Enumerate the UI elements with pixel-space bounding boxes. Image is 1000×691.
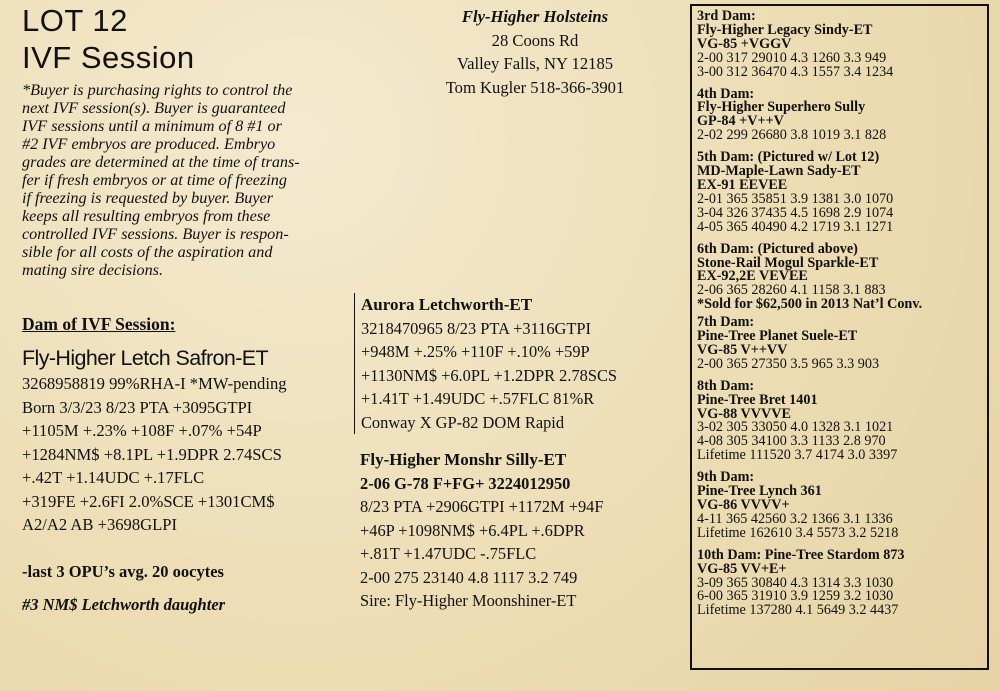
pedigree-sale-note: *Sold for $62,500 in 2013 Nat’l Conv. [697,296,923,313]
pedigree-heading: 10th Dam: Pine-Tree Stardom 873 [697,546,905,563]
pedigree-heading: 5th Dam: (Pictured w/ Lot 12) [697,149,880,166]
pedigree-heading: 7th Dam: [697,314,755,331]
pedigree-record: 2-06 365 28260 4.1 1158 3.1 883 [697,282,886,299]
terms-line: mating sire decisions. [22,261,164,279]
terms-line: grades are determined at the time of trans- [22,153,300,171]
pedigree-classification: VG-88 VVVVE [697,405,791,422]
farm-name: Fly-Higher Holsteins [461,7,609,26]
second-dam-line: +.81T +1.47UDC -.75FLC [360,544,537,563]
pedigree-6th-dam [697,240,981,313]
sire-block [354,293,679,434]
dam-line: +319FE +2.6FI 2.0%SCE +1301CM$ [22,491,275,511]
pedigree-cow-name: Pine-Tree Bret 1401 [697,391,818,408]
purchase-terms [22,81,357,279]
pedigree-cow-name: Stone-Rail Mogul Sparkle-ET [697,254,879,271]
pedigree-record: 3-02 305 33050 4.0 1328 3.1 1021 [697,419,894,436]
pedigree-classification: EX-92,2E VEVEE [697,268,808,285]
terms-line: if freezing is requested by buyer. Buyer [22,189,273,207]
second-dam-class: 2-06 G-78 F+FG+ 3224012950 [360,473,571,493]
pedigree-classification: EX-91 EEVEE [697,176,788,193]
second-dam-line: Sire: Fly-Higher Moonshiner-ET [360,591,577,610]
terms-line: IVF sessions until a minimum of 8 #1 or [22,117,282,135]
second-dam-line: 8/23 PTA +2906GTPI +1172M +94F [360,497,604,516]
pedigree-classification: VG-85 VV+E+ [697,560,787,577]
pedigree-cow-name: Fly-Higher Legacy Sindy-ET [697,21,873,38]
pedigree-record: 3-09 365 30840 4.3 1314 3.3 1030 [697,574,894,591]
pedigree-cow-name: Fly-Higher Superhero Sully [697,99,866,116]
pedigree-classification: VG-85 +VGGV [697,35,792,52]
terms-line: #2 IVF embryos are produced. Embryo [22,135,276,153]
pedigree-cow-name: Pine-Tree Lynch 361 [697,483,822,500]
pedigree-record: 2-00 365 27350 3.5 965 3.3 903 [697,355,880,372]
dam-line: +.42T +1.14UDC +.17FLC [22,468,205,487]
lot-number: LOT 12 [22,3,128,38]
pedigree-record: 2-00 317 29010 4.3 1260 3.3 949 [697,49,887,66]
pedigree-record: Lifetime 111520 3.7 4174 3.0 3397 [697,447,898,464]
pedigree-8th-dam [697,377,981,464]
pedigree-heading: 3rd Dam: [697,8,756,24]
pedigree-heading: 9th Dam: [697,469,755,486]
opu-note: -last 3 OPU’s avg. 20 oocytes [22,562,224,581]
pedigree-7th-dam [697,316,981,372]
pedigree-3rd-dam [697,10,981,80]
pedigree-4th-dam [697,85,981,144]
sire-line: Conway X GP-82 DOM Rapid [361,412,565,432]
pedigree-9th-dam [697,471,981,541]
sire-line: 3218470965 8/23 PTA +3116GTPI [361,318,591,338]
second-dam-line: +46P +1098NM$ +6.4PL +.6DPR [360,520,585,540]
farm-address-city: Valley Falls, NY 12185 [456,54,614,73]
lot-subtitle: IVF Session [22,40,195,75]
pedigree-record: 6-00 365 31910 3.9 1259 3.2 1030 [697,588,894,605]
dam-line: +1105M +.23% +108F +.07% +54P [22,421,262,440]
dam-heading: Dam of IVF Session: [22,314,176,334]
farm-contact [400,5,670,99]
second-dam-name: Fly-Higher Monshr Silly-ET [360,450,567,469]
pedigree-cow-name: Pine-Tree Planet Suele-ET [697,328,858,345]
pedigree-5th-dam [697,151,981,234]
pedigree-record: 2-01 365 35851 3.9 1381 3.0 1070 [697,190,894,207]
pedigree-heading: 4th Dam: [697,85,755,102]
sire-line: +948M +.25% +110F +.10% +59P [361,342,590,361]
second-dam-line: 2-00 275 23140 4.8 1117 3.2 749 [360,567,578,587]
pedigree-classification: VG-85 V++VV [697,341,788,358]
lot-title [22,2,195,76]
dam-line: +1284NM$ +8.1PL +1.9DPR 2.74SCS [22,444,282,464]
dam-line: Born 3/3/23 8/23 PTA +3095GTPI [22,397,253,417]
pedigree-record: 3-04 326 37435 4.5 1698 2.9 1074 [697,204,894,221]
terms-line: keeps all resulting embryos from these [22,207,271,225]
sire-line: +1.41T +1.49UDC +.57FLC 81%R [361,389,595,408]
dam-line: 3268958819 99%RHA-I *MW-pending [22,374,287,393]
dam-line: A2/A2 AB +3698GLPI [22,515,178,534]
pedigree-record: Lifetime 162610 3.4 5573 3.2 5218 [697,524,899,541]
dam-genomics [22,372,367,537]
sire-and-second-dam [354,293,679,613]
pedigree-10th-dam [697,546,981,619]
terms-line: fer if fresh embryos or at time of freezing [22,171,287,189]
pedigree-record: 4-11 365 42560 3.2 1366 3.1 1336 [697,510,893,527]
terms-line: sible for all costs of the aspiration and [22,243,273,261]
pedigree-classification: GP-84 +V++V [697,113,784,130]
pedigree-heading: 8th Dam: [697,377,755,394]
sire-name: Aurora Letchworth-ET [361,295,533,314]
pedigree-heading: 6th Dam: (Pictured above) [697,240,858,257]
pedigree-record: Lifetime 137280 4.1 5649 3.2 4437 [697,602,899,619]
terms-line: *Buyer is purchasing rights to control the [22,81,293,99]
pedigree-box [690,4,989,670]
farm-phone: Tom Kugler 518-366-3901 [445,77,625,97]
farm-address-street: 28 Coons Rd [491,30,579,50]
sire-line: +1130NM$ +6.0PL +1.2DPR 2.78SCS [361,365,618,385]
second-dam-block [354,448,679,613]
nm-ranking-note: #3 NM$ Letchworth daughter [22,595,226,614]
pedigree-cow-name: MD-Maple-Lawn Sady-ET [697,163,861,180]
pedigree-record: 3-00 312 36470 4.3 1557 3.4 1234 [697,63,894,80]
pedigree-record: 4-05 365 40490 4.2 1719 3.1 1271 [697,218,894,235]
pedigree-record: 4-08 305 34100 3.3 1133 2.8 970 [697,433,886,450]
pedigree-classification: VG-86 VVVV+ [697,497,790,513]
terms-line: controlled IVF sessions. Buyer is respon- [22,225,289,243]
terms-line: next IVF session(s). Buyer is guaranteed [22,99,286,117]
dam-name: Fly-Higher Letch Safron-ET [22,346,269,370]
pedigree-record: 2-02 299 26680 3.8 1019 3.1 828 [697,127,887,144]
